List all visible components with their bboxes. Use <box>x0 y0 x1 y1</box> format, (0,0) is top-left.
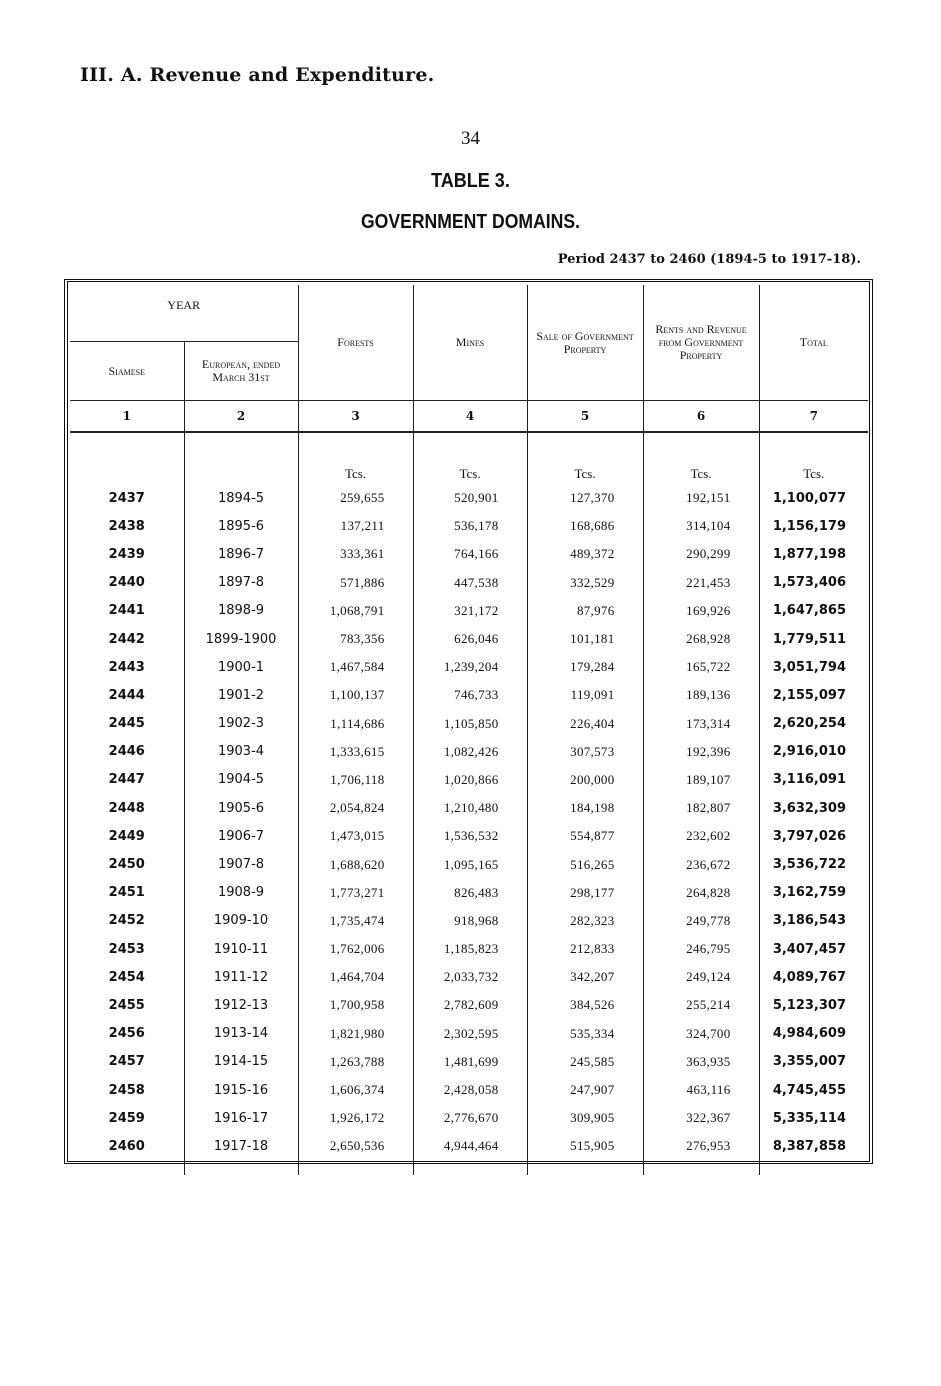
forests-cell: 1,473,015 <box>298 822 413 850</box>
sale-cell: 101,181 <box>527 625 643 653</box>
forests-cell: 137,211 <box>298 512 413 540</box>
european-year-cell: 1912-13 <box>184 991 298 1019</box>
sale-cell: 200,000 <box>527 766 643 794</box>
siamese-year-cell: 2446 <box>108 744 145 760</box>
forests-cell: 1,735,474 <box>298 907 413 935</box>
table-row <box>70 935 868 963</box>
rents-cell: 182,807 <box>643 794 759 822</box>
table-row <box>70 879 868 907</box>
total-cell: 5,123,307 <box>759 991 868 1019</box>
siamese-year-cell: 2438 <box>108 518 145 534</box>
rents-cell: 165,722 <box>643 653 759 681</box>
rents-cell: 264,828 <box>643 879 759 907</box>
sale-cell: 226,404 <box>527 710 643 738</box>
total-cell: 3,116,091 <box>759 766 868 794</box>
forests-cell: 1,926,172 <box>298 1104 413 1132</box>
sale-cell: 515,905 <box>527 1132 643 1160</box>
total-cell: 3,355,007 <box>759 1048 868 1076</box>
mines-cell: 1,536,532 <box>413 822 527 850</box>
siamese-year-cell: 2447 <box>108 772 145 788</box>
rents-cell: 314,104 <box>643 512 759 540</box>
forests-cell: 1,068,791 <box>298 597 413 625</box>
table-row <box>70 681 868 709</box>
header-european: European, ended March 31st <box>184 342 298 401</box>
european-year-cell: 1905-6 <box>184 794 298 822</box>
rents-cell: 192,396 <box>643 738 759 766</box>
table-row <box>70 653 868 681</box>
mines-cell: 1,020,866 <box>413 766 527 794</box>
total-cell: 3,407,457 <box>759 935 868 963</box>
mines-cell: 2,776,670 <box>413 1104 527 1132</box>
total-cell: 1,877,198 <box>759 540 868 568</box>
siamese-year-cell: 2442 <box>108 631 145 647</box>
table-row <box>70 738 868 766</box>
siamese-year-cell: 2445 <box>108 716 145 732</box>
european-year-cell: 1909-10 <box>184 907 298 935</box>
rents-cell: 232,602 <box>643 822 759 850</box>
column-number: 2 <box>184 401 298 433</box>
mines-cell: 520,901 <box>413 484 527 512</box>
forests-cell: 1,688,620 <box>298 850 413 878</box>
siamese-year-cell: 2455 <box>108 997 145 1013</box>
table-row <box>70 963 868 991</box>
header-sale: Sale of Government Property <box>527 285 643 401</box>
sale-cell: 309,905 <box>527 1104 643 1132</box>
table-row <box>70 625 868 653</box>
mines-cell: 918,968 <box>413 907 527 935</box>
unit-label: Tcs. <box>298 432 413 484</box>
rents-cell: 246,795 <box>643 935 759 963</box>
total-cell: 4,089,767 <box>759 963 868 991</box>
rents-cell: 189,107 <box>643 766 759 794</box>
sale-cell: 212,833 <box>527 935 643 963</box>
european-year-cell: 1897-8 <box>184 569 298 597</box>
european-year-cell: 1903-4 <box>184 738 298 766</box>
header-rents: Rents and Revenue from Government Property <box>643 285 759 401</box>
total-cell: 2,916,010 <box>759 738 868 766</box>
siamese-year-cell: 2454 <box>108 969 145 985</box>
table-title: GOVERNMENT DOMAINS. <box>360 211 581 233</box>
column-number: 6 <box>643 401 759 433</box>
sale-cell: 179,284 <box>527 653 643 681</box>
mines-cell: 2,302,595 <box>413 1020 527 1048</box>
forests-cell: 1,263,788 <box>298 1048 413 1076</box>
rents-cell: 324,700 <box>643 1020 759 1048</box>
mines-cell: 447,538 <box>413 569 527 597</box>
mines-cell: 536,178 <box>413 512 527 540</box>
european-year-cell: 1904-5 <box>184 766 298 794</box>
table-row <box>70 991 868 1019</box>
forests-cell: 1,467,584 <box>298 653 413 681</box>
sale-cell: 332,529 <box>527 569 643 597</box>
forests-cell: 1,606,374 <box>298 1076 413 1104</box>
rents-cell: 363,935 <box>643 1048 759 1076</box>
total-cell: 3,632,309 <box>759 794 868 822</box>
sale-cell: 342,207 <box>527 963 643 991</box>
table-row <box>70 822 868 850</box>
government-domains-table <box>70 285 868 1175</box>
siamese-year-cell: 2443 <box>108 659 145 675</box>
total-cell: 3,162,759 <box>759 879 868 907</box>
european-year-cell: 1917-18 <box>184 1132 298 1160</box>
rents-cell: 255,214 <box>643 991 759 1019</box>
mines-cell: 1,095,165 <box>413 850 527 878</box>
table-row <box>70 1104 868 1132</box>
table-row <box>70 710 868 738</box>
siamese-year-cell: 2437 <box>108 490 145 506</box>
forests-cell: 1,464,704 <box>298 963 413 991</box>
european-year-cell: 1914-15 <box>184 1048 298 1076</box>
total-cell: 4,745,455 <box>759 1076 868 1104</box>
sale-cell: 87,976 <box>527 597 643 625</box>
sale-cell: 119,091 <box>527 681 643 709</box>
sale-cell: 298,177 <box>527 879 643 907</box>
header-total: Total <box>759 285 868 401</box>
forests-cell: 2,054,824 <box>298 794 413 822</box>
sale-cell: 516,265 <box>527 850 643 878</box>
table-row <box>70 1020 868 1048</box>
forests-cell: 1,762,006 <box>298 935 413 963</box>
rents-cell: 249,778 <box>643 907 759 935</box>
rents-cell: 463,116 <box>643 1076 759 1104</box>
siamese-year-cell: 2452 <box>108 913 145 929</box>
european-year-cell: 1895-6 <box>184 512 298 540</box>
table-row <box>70 1048 868 1076</box>
siamese-year-cell: 2451 <box>108 885 145 901</box>
total-cell: 1,156,179 <box>759 512 868 540</box>
total-cell: 1,647,865 <box>759 597 868 625</box>
unit-label: Tcs. <box>527 432 643 484</box>
rents-cell: 268,928 <box>643 625 759 653</box>
siamese-year-cell: 2450 <box>108 857 145 873</box>
column-number: 4 <box>413 401 527 433</box>
forests-cell: 333,361 <box>298 540 413 568</box>
european-year-cell: 1913-14 <box>184 1020 298 1048</box>
table-row <box>70 1076 868 1104</box>
forests-cell: 1,773,271 <box>298 879 413 907</box>
siamese-year-cell: 2456 <box>108 1026 145 1042</box>
header-forests: Forests <box>298 285 413 401</box>
forests-cell: 1,706,118 <box>298 766 413 794</box>
total-cell: 5,335,114 <box>759 1104 868 1132</box>
total-cell: 8,387,858 <box>759 1132 868 1160</box>
unit-label: Tcs. <box>643 432 759 484</box>
siamese-year-cell: 2449 <box>108 828 145 844</box>
european-year-cell: 1916-17 <box>184 1104 298 1132</box>
column-number-row <box>70 401 868 433</box>
header-siamese: Siamese <box>70 342 184 401</box>
mines-cell: 321,172 <box>413 597 527 625</box>
table-row <box>70 597 868 625</box>
total-cell: 3,797,026 <box>759 822 868 850</box>
page-number: 34 <box>461 128 480 149</box>
european-year-cell: 1900-1 <box>184 653 298 681</box>
forests-cell: 2,650,536 <box>298 1132 413 1160</box>
siamese-year-cell: 2440 <box>108 575 145 591</box>
rents-cell: 290,299 <box>643 540 759 568</box>
table-label: TABLE 3. <box>431 170 510 192</box>
column-number: 5 <box>527 401 643 433</box>
mines-cell: 2,033,732 <box>413 963 527 991</box>
period-caption: Period 2437 to 2460 (1894-5 to 1917-18). <box>557 252 861 267</box>
mines-cell: 764,166 <box>413 540 527 568</box>
european-year-cell: 1910-11 <box>184 935 298 963</box>
european-year-cell: 1894-5 <box>184 484 298 512</box>
rents-cell: 249,124 <box>643 963 759 991</box>
sale-cell: 247,907 <box>527 1076 643 1104</box>
header-mines: Mines <box>413 285 527 401</box>
mines-cell: 826,483 <box>413 879 527 907</box>
total-cell: 3,536,722 <box>759 850 868 878</box>
european-year-cell: 1915-16 <box>184 1076 298 1104</box>
mines-cell: 1,105,850 <box>413 710 527 738</box>
rents-cell: 221,453 <box>643 569 759 597</box>
sale-cell: 554,877 <box>527 822 643 850</box>
mines-cell: 1,210,480 <box>413 794 527 822</box>
table-row <box>70 766 868 794</box>
sale-cell: 384,526 <box>527 991 643 1019</box>
forests-cell: 1,114,686 <box>298 710 413 738</box>
european-year-cell: 1908-9 <box>184 879 298 907</box>
forests-cell: 259,655 <box>298 484 413 512</box>
table-row <box>70 540 868 568</box>
european-year-cell: 1899-1900 <box>184 625 298 653</box>
total-cell: 4,984,609 <box>759 1020 868 1048</box>
forests-cell: 1,821,980 <box>298 1020 413 1048</box>
header-year: YEAR <box>70 285 298 342</box>
mines-cell: 1,239,204 <box>413 653 527 681</box>
total-cell: 2,155,097 <box>759 681 868 709</box>
rents-cell: 169,926 <box>643 597 759 625</box>
forests-cell: 1,100,137 <box>298 681 413 709</box>
mines-cell: 1,082,426 <box>413 738 527 766</box>
total-cell: 1,100,077 <box>759 484 868 512</box>
forests-cell: 571,886 <box>298 569 413 597</box>
siamese-year-cell: 2453 <box>108 941 145 957</box>
mines-cell: 1,481,699 <box>413 1048 527 1076</box>
total-cell: 1,573,406 <box>759 569 868 597</box>
sale-cell: 168,686 <box>527 512 643 540</box>
european-year-cell: 1901-2 <box>184 681 298 709</box>
sale-cell: 282,323 <box>527 907 643 935</box>
forests-cell: 1,333,615 <box>298 738 413 766</box>
mines-cell: 2,428,058 <box>413 1076 527 1104</box>
siamese-year-cell: 2441 <box>108 603 145 619</box>
sale-cell: 489,372 <box>527 540 643 568</box>
unit-row <box>70 432 868 484</box>
rents-cell: 322,367 <box>643 1104 759 1132</box>
rents-cell: 236,672 <box>643 850 759 878</box>
rents-cell: 189,136 <box>643 681 759 709</box>
column-number: 1 <box>70 401 184 433</box>
mines-cell: 746,733 <box>413 681 527 709</box>
total-cell: 1,779,511 <box>759 625 868 653</box>
total-cell: 2,620,254 <box>759 710 868 738</box>
sale-cell: 184,198 <box>527 794 643 822</box>
table-row <box>70 794 868 822</box>
european-year-cell: 1896-7 <box>184 540 298 568</box>
sale-cell: 307,573 <box>527 738 643 766</box>
unit-label: Tcs. <box>413 432 527 484</box>
rents-cell: 192,151 <box>643 484 759 512</box>
siamese-year-cell: 2457 <box>108 1054 145 1070</box>
mines-cell: 1,185,823 <box>413 935 527 963</box>
table-row <box>70 907 868 935</box>
sale-cell: 535,334 <box>527 1020 643 1048</box>
rents-cell: 173,314 <box>643 710 759 738</box>
siamese-year-cell: 2439 <box>108 546 145 562</box>
mines-cell: 626,046 <box>413 625 527 653</box>
european-year-cell: 1906-7 <box>184 822 298 850</box>
siamese-year-cell: 2460 <box>108 1138 145 1154</box>
mines-cell: 4,944,464 <box>413 1132 527 1160</box>
siamese-year-cell: 2448 <box>108 800 145 816</box>
siamese-year-cell: 2459 <box>108 1110 145 1126</box>
table-row <box>70 850 868 878</box>
siamese-year-cell: 2458 <box>108 1082 145 1098</box>
column-number: 7 <box>759 401 868 433</box>
table-row <box>70 512 868 540</box>
sale-cell: 245,585 <box>527 1048 643 1076</box>
forests-cell: 1,700,958 <box>298 991 413 1019</box>
table-row <box>70 1132 868 1160</box>
siamese-year-cell: 2444 <box>108 687 145 703</box>
european-year-cell: 1898-9 <box>184 597 298 625</box>
unit-label: Tcs. <box>759 432 868 484</box>
forests-cell: 783,356 <box>298 625 413 653</box>
rents-cell: 276,953 <box>643 1132 759 1160</box>
european-year-cell: 1907-8 <box>184 850 298 878</box>
mines-cell: 2,782,609 <box>413 991 527 1019</box>
total-cell: 3,051,794 <box>759 653 868 681</box>
column-number: 3 <box>298 401 413 433</box>
section-heading: III. A. Revenue and Expenditure. <box>80 64 435 86</box>
sale-cell: 127,370 <box>527 484 643 512</box>
european-year-cell: 1902-3 <box>184 710 298 738</box>
table-row <box>70 484 868 512</box>
table-row <box>70 569 868 597</box>
european-year-cell: 1911-12 <box>184 963 298 991</box>
total-cell: 3,186,543 <box>759 907 868 935</box>
